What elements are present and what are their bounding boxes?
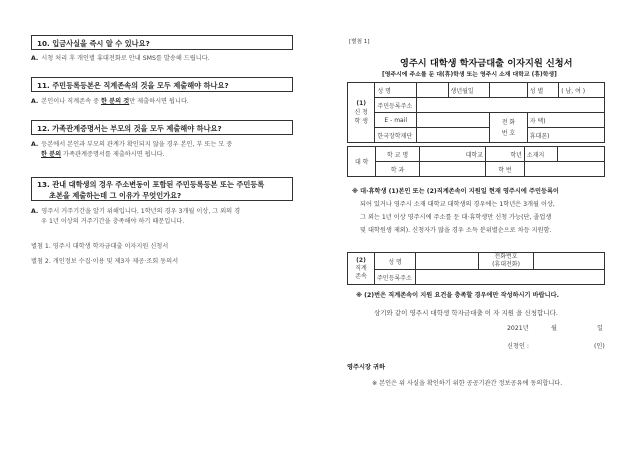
attachment-2: 별첨 2. 개인정보 수집·이용 및 제3자 제공·조회 동의서 bbox=[31, 258, 179, 265]
question-13-line2: 초본을 제출하는데 그 이유가 무엇인가요? bbox=[49, 191, 182, 200]
guardian-note: ※ (2)번은 직계존속이 지원 요건을 충족할 경우에만 작성하시기 바랍니다. bbox=[356, 292, 559, 299]
birth-label: 생년월일 bbox=[448, 83, 490, 98]
note-line-1: ※ 대·휴학생 (1)본인 또는 (2)직계존속이 지원일 현재 영주시에 주민등록이 bbox=[352, 188, 559, 195]
student-no-label: 학 번 bbox=[485, 162, 524, 177]
answer-13-line1: 영주시 거주기간을 알기 위해입니다. 1학년의 경우 3개월 이상, 그 외의 경 bbox=[41, 208, 241, 215]
bank-label: 한국장학재단 bbox=[375, 128, 417, 143]
home-phone-field[interactable]: 자 택) bbox=[527, 113, 604, 128]
answer-marker: A. bbox=[31, 55, 39, 62]
guardian-address-field[interactable] bbox=[416, 270, 605, 285]
location-field[interactable] bbox=[557, 147, 604, 162]
note-line-2: 되어 있거나 영주시 소재 대학교 대학생의 경우에는 1학년은 3개월 이상, bbox=[360, 201, 555, 208]
birth-field[interactable] bbox=[490, 83, 528, 98]
seal-label: (인) bbox=[594, 343, 605, 350]
applicant-section-label: (1) 신 청 학 생 bbox=[348, 83, 375, 143]
gender-label: 성 별 bbox=[527, 83, 558, 98]
name-field[interactable] bbox=[417, 83, 448, 98]
bank-field[interactable] bbox=[417, 128, 490, 143]
gender-field[interactable]: ( 남, 여 ) bbox=[559, 83, 605, 98]
student-no-field[interactable] bbox=[524, 162, 604, 177]
address-label: 주민등록주소 bbox=[375, 98, 417, 113]
question-12-title: 12. 가족관계증명서는 부모의 것을 모두 제출해야 하나요? bbox=[31, 120, 293, 135]
note-line-4: 및 대학원생 제외). 신청자가 많을 경우 소득 분위별순으로 차등 지원함. bbox=[360, 227, 552, 234]
attachment-1: 별첨 1. 영주시 대학생 학자금대출 이자지원 신청서 bbox=[31, 243, 169, 250]
question-13-title bbox=[31, 177, 293, 201]
answer-10-text: 시청 처리 후 개인별 휴대전화로 안내 SMS를 발송해 드립니다. bbox=[41, 55, 210, 62]
name-label: 성 명 bbox=[375, 83, 417, 98]
school-section-label: 대 학 bbox=[348, 147, 376, 177]
major-field[interactable] bbox=[419, 162, 485, 177]
email-field[interactable] bbox=[417, 113, 490, 128]
date-day: 일 bbox=[597, 325, 603, 332]
email-label: E - mail bbox=[375, 113, 417, 128]
mobile-field[interactable]: 휴대폰) bbox=[527, 128, 604, 143]
applicant-label: 신청인 : bbox=[507, 343, 529, 350]
attachment-label: [별첨 1] bbox=[349, 39, 370, 45]
applicant-form-table bbox=[347, 82, 605, 143]
answer-11 bbox=[31, 97, 293, 107]
guardian-name-field[interactable] bbox=[416, 253, 479, 270]
guardian-phone-field[interactable] bbox=[534, 253, 605, 270]
grade-field[interactable]: 학년 bbox=[485, 147, 524, 162]
answer-12-line2: 가족관계증명서를 제출하시면 됩니다. bbox=[61, 151, 165, 158]
date-month: 월 bbox=[551, 325, 557, 332]
guardian-name-label: 성 명 bbox=[375, 253, 416, 270]
form-title: 영주시 대학생 학자금대출 이자지원 신청서 bbox=[400, 58, 573, 69]
location-label: 소재지 bbox=[524, 147, 557, 162]
addressee: 영주시장 귀하 bbox=[347, 364, 386, 371]
question-13-line1: 13. 관내 대학생의 경우 주소변동이 포함된 주민등록등본 또는 주민등록 bbox=[37, 180, 265, 189]
university-field[interactable]: 대학교 bbox=[419, 147, 485, 162]
answer-marker: A. bbox=[31, 98, 39, 105]
school-form-table bbox=[347, 146, 605, 177]
guardian-address-label: 주민등록주소 bbox=[375, 270, 416, 285]
school-name-label: 학 교 명 bbox=[376, 147, 419, 162]
question-10-title: 10. 입금사실을 즉시 알 수 있나요? bbox=[31, 35, 293, 50]
note-line-3: 그 외는 1년 이상 영주시에 주소를 둔 대·휴학생만 신청 가능(단, 졸업생 bbox=[360, 214, 552, 221]
application-statement: 상기와 같이 영주시 대학생 학자금대출 이 자 지원 을 신청합니다. bbox=[374, 309, 558, 317]
major-label: 학 과 bbox=[376, 162, 419, 177]
form-subtitle: [영주시에 주소를 둔 대(휴)학생 또는 영주시 소재 대학교 (휴)학생] bbox=[382, 72, 557, 78]
answer-marker: A. bbox=[31, 208, 39, 215]
answer-13-line2: 우 1년 이상의 거주기간을 충족해야 하기 때문입니다. bbox=[41, 218, 185, 225]
guardian-section-label: (2) 직계 존속 bbox=[348, 253, 375, 285]
answer-11-emphasis: 한 분의 것 bbox=[100, 98, 130, 105]
guardian-phone-label: 전화번호 (휴대전화) bbox=[479, 253, 534, 270]
address-field[interactable] bbox=[417, 98, 605, 113]
answer-12 bbox=[31, 140, 293, 160]
answer-13 bbox=[31, 207, 293, 227]
phone-label: 전 화 번 호 bbox=[490, 113, 528, 143]
date-year: 2021년 bbox=[507, 325, 529, 332]
question-11-title: 11. 주민등록등본은 직계존속의 것을 모두 제출해야 하나요? bbox=[31, 77, 293, 92]
answer-12-emphasis: 한 분의 bbox=[41, 151, 62, 158]
guardian-form-table bbox=[347, 252, 605, 285]
consent-note: ※ 본인은 위 사실을 확인하기 위한 공공기관간 정보공유에 동의합니다. bbox=[372, 380, 563, 387]
answer-11-post: 만 제출하시면 됩니다. bbox=[129, 98, 189, 105]
answer-10 bbox=[31, 54, 293, 64]
answer-11-pre: 본인이나 직계존속 중 bbox=[41, 98, 101, 105]
answer-marker: A. bbox=[31, 141, 39, 148]
answer-12-line1: 등본에서 본인과 부모의 관계가 확인되지 않을 경우 본인, 부 또는 모 중 bbox=[41, 141, 233, 148]
